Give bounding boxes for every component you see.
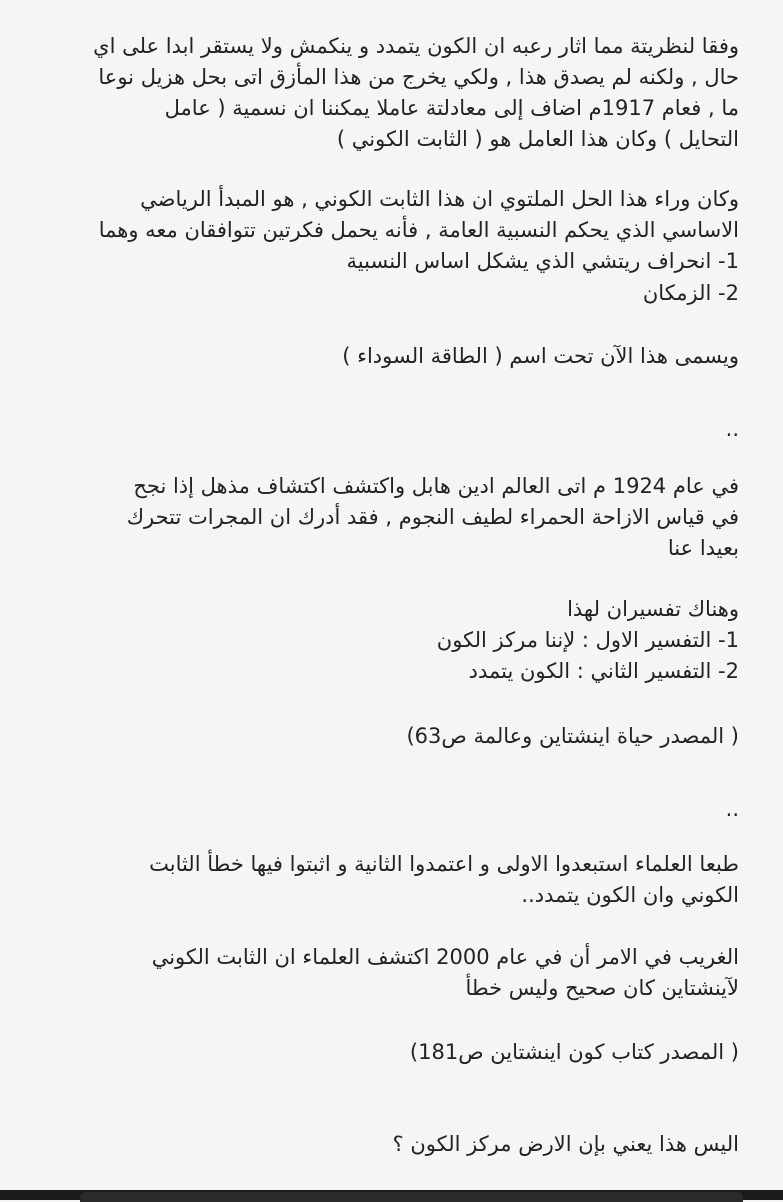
source-citation: ( المصدر كتاب كون اينشتاين ص181) xyxy=(409,1040,739,1064)
text-line: 2- التفسير الثاني : الكون يتمدد xyxy=(468,659,739,683)
source-citation: ( المصدر حياة اينشتاين وعالمة ص63) xyxy=(406,724,739,748)
separator-dots: .. xyxy=(725,797,739,821)
text-line: في عام 1924 م اتى العالم ادين هابل واكتشف اكتشاف مذهل إذا نجح xyxy=(133,474,739,498)
bottom-bar xyxy=(0,1190,783,1200)
text-line: في قياس الازاحة الحمراء لطيف النجوم , فقد أدرك ان المجرات تتحرك xyxy=(126,505,739,529)
text-line: ويسمى هذا الآن تحت اسم ( الطاقة السوداء ) xyxy=(342,344,739,368)
separator-dots: .. xyxy=(725,417,739,441)
text-line: الكوني وان الكون يتمدد.. xyxy=(521,883,739,907)
text-line: حال , ولكنه لم يصدق هذا , ولكي يخرج من هذا المأزق اتى بحل هزيل نوعا xyxy=(98,65,739,89)
text-line: وفقا لنظريتة مما اثار رعبه ان الكون يتمدد و ينكمش ولا يستقر ابدا على اي xyxy=(93,34,739,58)
text-line: وكان وراء هذا الحل الملتوي ان هذا الثابت الكوني , هو المبدأ الرياضي xyxy=(140,187,739,211)
question-line: اليس هذا يعني بإن الارض مركز الكون ؟ xyxy=(392,1132,739,1156)
text-line: ما , فعام 1917م اضاف إلى معادلتة عاملا يمكننا ان نسمية ( عامل xyxy=(164,96,739,120)
text-line: بعيدا عنا xyxy=(667,536,739,560)
bottom-bar-handle xyxy=(80,1192,743,1202)
text-line: لآينشتاين كان صحيح وليس خطأ xyxy=(465,976,739,1000)
text-line: وهناك تفسيران لهذا xyxy=(567,597,739,621)
text-line: 1- انحراف ريتشي الذي يشكل اساس النسبية xyxy=(346,249,739,273)
text-line: 2- الزمكان xyxy=(642,281,739,305)
text-line: الغريب في الامر أن في عام 2000 اكتشف العلماء ان الثابت الكوني xyxy=(151,945,739,969)
text-line: 1- التفسير الاول : لإننا مركز الكون xyxy=(436,628,739,652)
text-line: طبعا العلماء استبعدوا الاولى و اعتمدوا الثانية و اثبتوا فيها خطأ الثابت xyxy=(149,852,739,876)
text-line: الاساسي الذي يحكم النسبية العامة , فأنه يحمل فكرتين تتوافقان معه وهما xyxy=(98,218,739,242)
text-line: التحايل ) وكان هذا العامل هو ( الثابت الكوني ) xyxy=(336,127,739,151)
